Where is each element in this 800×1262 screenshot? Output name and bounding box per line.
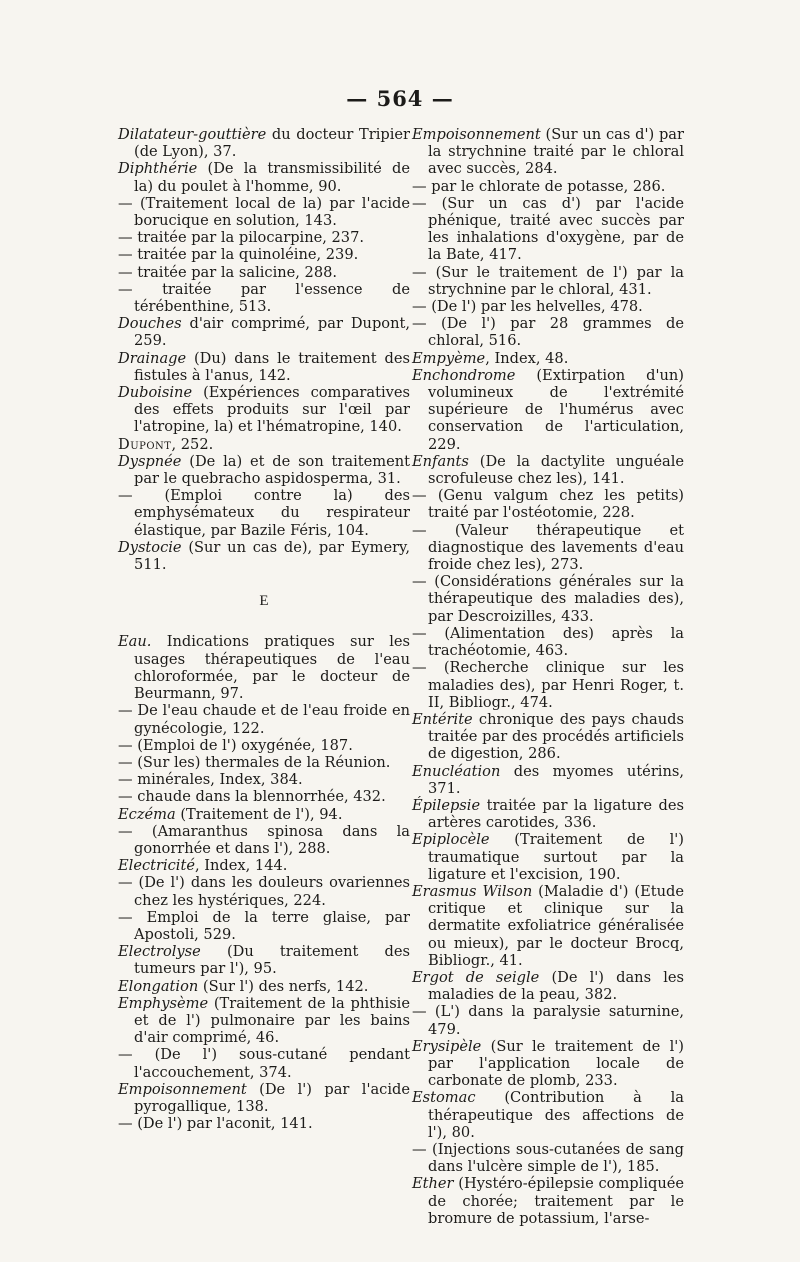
entry-text: — De l'eau chaude et de l'eau froide en gynécologie, 122. — [118, 702, 410, 737]
index-entry — [118, 126, 410, 160]
index-entry — [412, 315, 684, 349]
index-entry — [118, 633, 410, 702]
entry-text: (De l') dans les maladies de la peau, 382. — [428, 968, 684, 1004]
index-entry — [412, 1003, 684, 1037]
entry-text: — (De l') sous-cutané pendant l'accouchement, 374. — [118, 1046, 410, 1081]
entry-text: — (L') dans la paralysie saturnine, 479. — [412, 1003, 684, 1038]
index-entry — [412, 625, 684, 659]
entry-text: — (De l') par les helvelles, 478. — [412, 298, 643, 316]
entry-heading: Erysipèle — [412, 1037, 482, 1055]
entry-text: (Expériences comparatives des effets produits sur l'œil par l'atropine, la) et l'hématropine, 140. — [134, 384, 410, 436]
index-entry — [412, 1141, 684, 1175]
index-entry — [118, 229, 410, 246]
index-entry — [412, 522, 684, 574]
entry-heading: Duboisine — [118, 384, 193, 402]
entry-text: , 252. — [171, 435, 214, 453]
entry-heading: Eau. — [118, 633, 152, 651]
index-entry — [118, 487, 410, 539]
index-entry — [412, 487, 684, 521]
index-entry — [412, 1089, 684, 1141]
index-entry — [412, 711, 684, 763]
index-entry — [118, 315, 410, 349]
index-entry — [412, 126, 684, 178]
index-entry — [412, 195, 684, 264]
index-entry — [118, 436, 410, 453]
entry-heading: Diphthérie — [118, 160, 198, 178]
entry-heading: Epiplocèle — [412, 831, 490, 849]
index-entry — [412, 367, 684, 453]
right-column — [412, 126, 684, 1227]
index-entry — [118, 857, 410, 874]
entry-heading: Douches — [118, 315, 182, 333]
entry-heading: Empoisonnement — [118, 1080, 247, 1098]
entry-text: Indications pratiques sur les usages thérapeutiques de l'eau chloroformée, par le docteur de Beurmann, 97. — [134, 633, 410, 703]
index-entry — [118, 246, 410, 263]
entry-text: d'air comprimé, par Dupont, 259. — [134, 315, 410, 350]
index-entry — [118, 1115, 410, 1132]
entry-heading: Electricité — [118, 857, 195, 875]
entry-text: — (Traitement local de la) par l'acide borucique en solution, 143. — [118, 194, 410, 230]
left-column — [118, 126, 410, 1132]
entry-text: — (Considérations générales sur la thérapeutique des maladies des), par Descroizilles, 433. — [412, 573, 684, 625]
index-entry — [412, 264, 684, 298]
entry-text: chronique des pays chauds traitée par des procédés artificiels de digestion, 286. — [428, 710, 684, 763]
entry-text: du docteur Tripier (de Lyon), 37. — [134, 126, 410, 161]
entry-text: — (Amaranthus spinosa dans la gonorrhée et dans l'), 288. — [118, 822, 410, 857]
entry-text: (De la dactylite unguéale scrofuleuse chez les), 141. — [428, 452, 684, 488]
entry-text: — (Valeur thérapeutique et diagnostique des lavements d'eau froide chez les), 273. — [412, 521, 684, 574]
entry-text: — (Injections sous-cutanées de sang dans l'ulcère simple de l'), 185. — [412, 1140, 684, 1176]
entry-text: — traitée par la salicine, 288. — [118, 263, 338, 281]
page-number: — 564 — — [346, 86, 454, 111]
entry-text: (Sur le traitement de l') par l'application locale de carbonate de plomb, 233. — [428, 1037, 684, 1090]
index-entry — [118, 806, 410, 823]
index-entry — [412, 831, 684, 883]
entry-text: — (De l') par 28 grammes de chloral, 516. — [412, 315, 684, 350]
entry-text: — traitée par la pilocarpine, 237. — [118, 229, 365, 247]
index-entry — [412, 298, 684, 315]
entry-text: — traitée par la quinoléine, 239. — [118, 246, 359, 264]
index-entry — [118, 823, 410, 857]
entry-text: — (Alimentation des) après la trachéotomie, 463. — [412, 624, 684, 660]
entry-text: (Traitement de l') traumatique surtout par la ligature et l'excision, 190. — [428, 831, 684, 883]
entry-text: — (Sur les) thermales de la Réunion. — [118, 753, 391, 771]
entry-heading: Dilatateur-gouttière — [118, 126, 267, 143]
entry-heading: Erasmus Wilson — [412, 882, 533, 900]
entry-text: — (De l') dans les douleurs ovariennes chez les hystériques, 224. — [118, 874, 410, 909]
entry-text: — (Recherche clinique sur les maladies des), par Henri Roger, t. II, Bibliogr., 474. — [412, 659, 684, 711]
entry-text: — traitée par l'essence de térébenthine, 513. — [118, 280, 410, 316]
entry-heading: Empoisonnement — [412, 126, 541, 143]
index-entry — [118, 281, 410, 315]
entry-text: — minérales, Index, 384. — [118, 771, 303, 789]
index-entry — [412, 797, 684, 831]
entry-text: (Extirpation d'un) volumineux de l'extrémité supérieure de l'humérus avec conservation de l'articulation, 229. — [428, 366, 684, 453]
index-entry — [412, 350, 684, 367]
entry-text: — chaude dans la blennorrhée, 432. — [118, 788, 386, 806]
entry-text: (Traitement de la phthisie et de l') pulmonaire par les bains d'air comprimé, 46. — [134, 994, 410, 1047]
index-entry — [118, 874, 410, 908]
entry-heading: Enchondrome — [412, 366, 516, 384]
entry-text: — (De l') par l'aconit, 141. — [118, 1115, 313, 1133]
entry-heading: Eczéma — [118, 805, 176, 823]
entry-heading: Enucléation — [412, 762, 501, 780]
entry-text: (Sur un cas de), par Eymery, 511. — [134, 538, 410, 574]
entry-text: , Index, 48. — [485, 349, 569, 367]
entry-text: (Du) dans le traitement des fistules à l'anus, 142. — [134, 349, 410, 384]
entry-heading: Emphysème — [118, 994, 209, 1012]
entry-text: — (Emploi de l') oxygénée, 187. — [118, 736, 353, 754]
index-entry — [412, 883, 684, 969]
entry-text: — (Emploi contre la) des emphysémateux du respirateur élastique, par Bazile Féris, 104. — [118, 487, 410, 539]
index-entry — [412, 1175, 684, 1227]
index-entry — [118, 702, 410, 736]
entry-heading: Dyspnée — [118, 452, 182, 470]
index-entry — [118, 995, 410, 1047]
index-entry — [412, 1038, 684, 1090]
index-entry — [118, 264, 410, 281]
index-entry — [412, 178, 684, 195]
entry-text: — (Sur le traitement de l') par la strychnine par le chloral, 431. — [412, 263, 684, 298]
entry-heading: Ether — [412, 1175, 454, 1193]
entry-text: (Contribution à la thérapeutique des affections de l'), 80. — [428, 1089, 684, 1141]
entry-text: traitée par la ligature des artères carotides, 336. — [428, 796, 684, 832]
index-entry — [118, 909, 410, 943]
entry-text: (Maladie d') (Etude critique et clinique sur la dermatite exfoliatrice généralisée ou mieux), par le docteur Brocq, Bibliogr., 41. — [428, 882, 684, 969]
entry-heading: Ergot de seigle — [412, 968, 540, 986]
entry-text: , Index, 144. — [194, 857, 288, 875]
index-entry — [118, 350, 410, 384]
entry-text: — Emploi de la terre glaise, par Apostoli, 529. — [118, 908, 410, 943]
entry-text: (De la transmissibilité de la) du poulet à l'homme, 90. — [134, 160, 410, 195]
section-letter: E — [259, 593, 269, 610]
index-entry — [412, 453, 684, 487]
index-entry — [118, 1081, 410, 1115]
index-entry — [118, 195, 410, 229]
entry-heading: Empyème — [412, 349, 486, 367]
entry-heading: Estomac — [412, 1089, 476, 1107]
entry-text: — (Genu valgum chez les petits) traité par l'ostéotomie, 228. — [412, 487, 684, 522]
index-entry — [412, 659, 684, 711]
entry-text: — (Sur un cas d') par l'acide phénique, traité avec succès par les inhalations d'oxygène, par de la Bate, 417. — [412, 194, 684, 264]
entry-text: (Sur l') des nerfs, 142. — [198, 977, 369, 995]
index-entry — [412, 969, 684, 1003]
index-entry — [118, 771, 410, 788]
entry-heading: Electrolyse — [118, 943, 201, 961]
entry-text: (Traitement de l'), 94. — [175, 805, 343, 823]
entry-text: des myomes utérins, 371. — [428, 762, 684, 797]
index-entry — [118, 160, 410, 194]
index-entry — [118, 737, 410, 754]
index-entry — [118, 453, 410, 487]
entry-heading: Dupont — [118, 435, 172, 453]
entry-text: — par le chlorate de potasse, 286. — [412, 177, 666, 195]
entry-text: (Sur un cas d') par la strychnine traité par le chloral avec succès, 284. — [428, 126, 684, 178]
entry-heading: Elongation — [118, 977, 199, 995]
index-entry — [118, 539, 410, 573]
index-entry — [412, 763, 684, 797]
entry-heading: Drainage — [118, 349, 187, 367]
entry-text: (Du traitement des tumeurs par l'), 95. — [134, 943, 410, 978]
entry-heading: Épilepsie — [412, 796, 481, 814]
index-entry — [118, 1046, 410, 1080]
entry-text: (Hystéro-épilepsie compliquée de chorée; traitement par le bromure de potassium, l'arse- — [428, 1175, 684, 1227]
entry-heading: Entérite — [412, 710, 473, 728]
index-entry — [118, 754, 410, 771]
index-entry — [412, 573, 684, 625]
entry-text: (De la) et de son traitement par le quebracho aspidosperma, 31. — [134, 452, 410, 488]
index-entry — [118, 384, 410, 436]
entry-heading: Enfants — [412, 452, 469, 470]
entry-text: (De l') par l'acide pyrogallique, 138. — [134, 1080, 410, 1115]
index-entry — [118, 978, 410, 995]
entry-heading: Dystocie — [118, 538, 182, 556]
index-entry — [118, 943, 410, 977]
index-entry — [118, 788, 410, 805]
